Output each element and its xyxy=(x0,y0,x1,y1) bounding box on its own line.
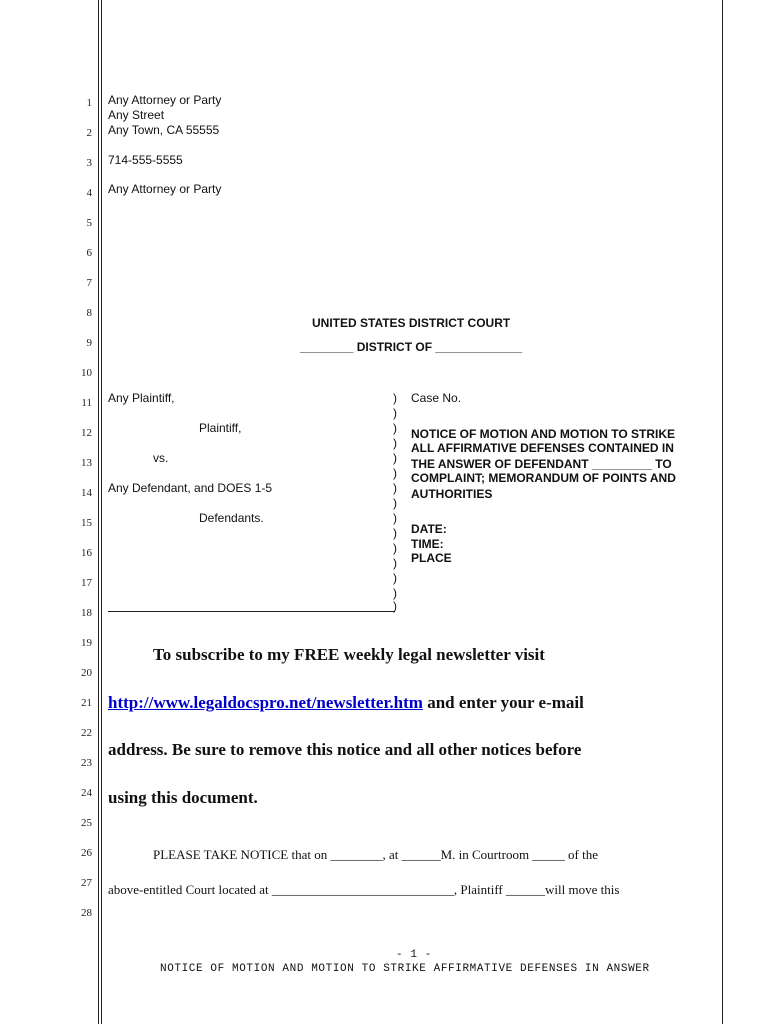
attorney-city: Any Town, CA 55555 xyxy=(108,123,220,137)
caption-paren: ) xyxy=(393,466,397,480)
court-district: ________ DISTRICT OF _____________ xyxy=(300,340,523,354)
newsletter-line: address. Be sure to remove this notice and all other notices before xyxy=(108,740,582,759)
line-number: 28 xyxy=(81,907,92,919)
hearing-date-label: DATE: xyxy=(411,522,447,536)
case-number-label: Case No. xyxy=(411,391,462,405)
line-number: 18 xyxy=(81,607,92,619)
versus-label: vs. xyxy=(153,451,169,465)
defendant-name: Any Defendant, and DOES 1-5 xyxy=(108,481,273,495)
line-number: 19 xyxy=(81,637,92,649)
line-number: 26 xyxy=(81,847,92,859)
hearing-time-label: TIME: xyxy=(411,537,444,551)
line-number: 21 xyxy=(81,697,92,709)
motion-title-line: COMPLAINT; MEMORANDUM OF POINTS AND xyxy=(411,471,676,485)
footer-title: NOTICE OF MOTION AND MOTION TO STRIKE AFFIRMATIVE DEFENSES IN ANSWER xyxy=(160,963,650,975)
newsletter-line: To subscribe to my FREE weekly legal newsletter visit xyxy=(153,645,545,664)
line-number: 1 xyxy=(86,97,92,109)
line-number: 4 xyxy=(86,187,92,199)
newsletter-line: using this document. xyxy=(108,788,258,807)
caption-paren: ) xyxy=(393,436,397,450)
body-paragraph-line: PLEASE TAKE NOTICE that on ________, at ______M. in Courtroom _____ of the xyxy=(153,847,599,862)
line-number: 2 xyxy=(86,127,92,139)
line-number: 20 xyxy=(81,667,92,679)
line-number: 27 xyxy=(81,877,92,889)
line-number: 12 xyxy=(81,427,92,439)
caption-paren: ) xyxy=(393,571,397,585)
attorney-name: Any Attorney or Party xyxy=(108,93,222,107)
caption-paren: ) xyxy=(393,481,397,495)
line-number: 7 xyxy=(86,277,92,289)
motion-title-line: AUTHORITIES xyxy=(411,487,493,501)
line-number: 24 xyxy=(81,787,92,799)
line-number: 5 xyxy=(86,217,92,229)
line-number: 16 xyxy=(81,547,92,559)
newsletter-line-rest: and enter your e-mail xyxy=(422,693,584,712)
motion-title-line: THE ANSWER OF DEFENDANT _________ TO xyxy=(411,457,672,471)
page-number: - 1 - xyxy=(396,949,433,961)
line-number: 17 xyxy=(81,577,92,589)
caption-paren: ) xyxy=(393,406,397,420)
caption-paren: ) xyxy=(393,541,397,555)
plaintiff-name: Any Plaintiff, xyxy=(108,391,175,405)
caption-bottom-line xyxy=(108,611,395,612)
line-number: 15 xyxy=(81,517,92,529)
line-number: 13 xyxy=(81,457,92,469)
caption-paren: ) xyxy=(393,451,397,465)
body-paragraph-line: above-entitled Court located at ____________________________, Plaintiff ______will move this xyxy=(108,882,620,897)
attorney-for: Any Attorney or Party xyxy=(108,182,222,196)
attorney-phone: 714-555-5555 xyxy=(108,153,183,167)
left-margin-rule-outer xyxy=(98,0,99,1024)
line-number: 14 xyxy=(81,487,92,499)
attorney-street: Any Street xyxy=(108,108,165,122)
line-number: 6 xyxy=(86,247,92,259)
newsletter-link[interactable]: http://www.legaldocspro.net/newsletter.htm xyxy=(108,693,423,712)
line-number: 8 xyxy=(86,307,92,319)
caption-paren: ) xyxy=(393,496,397,510)
caption-paren: ) xyxy=(393,586,397,600)
court-name: UNITED STATES DISTRICT COURT xyxy=(312,316,511,330)
line-number: 3 xyxy=(86,157,92,169)
line-number: 11 xyxy=(81,397,92,409)
line-number: 9 xyxy=(86,337,92,349)
motion-title-line: ALL AFFIRMATIVE DEFENSES CONTAINED IN xyxy=(411,441,674,455)
caption-paren: ) xyxy=(393,599,397,613)
caption-paren: ) xyxy=(393,391,397,405)
line-number: 22 xyxy=(81,727,92,739)
hearing-place-label: PLACE xyxy=(411,551,452,565)
line-number: 25 xyxy=(81,817,92,829)
left-margin-rule-inner xyxy=(101,0,102,1024)
line-number: 10 xyxy=(81,367,92,379)
caption-paren: ) xyxy=(393,511,397,525)
caption-paren: ) xyxy=(393,526,397,540)
defendant-label: Defendants. xyxy=(199,511,264,525)
right-margin-rule xyxy=(722,0,723,1024)
line-number: 23 xyxy=(81,757,92,769)
caption-paren: ) xyxy=(393,421,397,435)
newsletter-line-with-link xyxy=(108,693,584,713)
plaintiff-label: Plaintiff, xyxy=(199,421,242,435)
caption-paren: ) xyxy=(393,556,397,570)
motion-title-line: NOTICE OF MOTION AND MOTION TO STRIKE xyxy=(411,427,675,441)
